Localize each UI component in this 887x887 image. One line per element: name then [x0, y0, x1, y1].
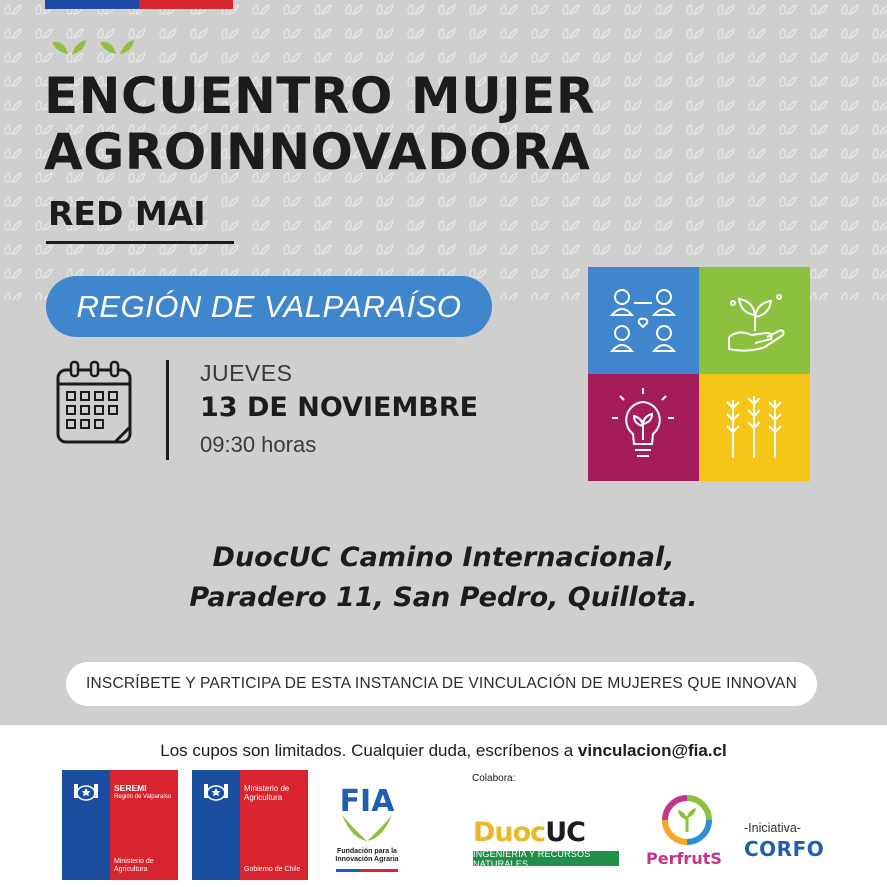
duoc-word-b: UC [545, 817, 585, 848]
region-label: REGIÓN DE VALPARAÍSO [76, 288, 462, 324]
fia-text: Fundación para la Innovación Agraria [335, 848, 399, 863]
event-address [0, 538, 887, 618]
minagri-bottom: Gobierno de Chile [244, 866, 301, 873]
invite-banner [66, 662, 817, 706]
colabora-label: Colabora: [472, 773, 516, 784]
event-day: JUEVES [200, 360, 293, 386]
event-time: 09:30 horas [200, 432, 317, 457]
women-network-icon [588, 267, 699, 374]
invite-text: INSCRÍBETE Y PARTICIPA DE ESTA INSTANCIA DE VINCULACIÓN DE MUJERES QUE INNOVAN [86, 675, 797, 692]
duoc-word-a: Duoc [473, 817, 546, 848]
duoc-subtitle-bar: INGENIERÍA Y RECURSOS NATURALES [473, 851, 619, 866]
corfo-logo: CORFO [744, 837, 825, 861]
address-line-2: Paradero 11, San Pedro, Quillota. [189, 582, 698, 613]
title-line-1: ENCUENTRO MUJER [44, 67, 595, 125]
event-subtitle: RED MAI [48, 194, 206, 233]
event-title [44, 68, 595, 180]
theme-tiles [588, 267, 810, 481]
seremi-bottom: Ministerio de Agricultura [114, 858, 154, 873]
svg-text:FIA: FIA [339, 784, 395, 819]
address-line-1: DuocUC Camino Internacional, [212, 542, 675, 573]
duocuc-logo [473, 817, 585, 848]
calendar-icon [55, 360, 135, 446]
title-line-2: AGROINNOVADORA [44, 123, 591, 181]
tile-network [588, 267, 699, 374]
chile-coat-of-arms-icon [201, 780, 231, 802]
flag-stripe [45, 0, 233, 9]
perfruts-text: PerfrutS [646, 849, 722, 868]
vertical-divider [166, 360, 169, 460]
ministerio-agricultura-logo [192, 770, 308, 880]
leaves-icon [50, 36, 136, 58]
event-date: 13 DE NOVIEMBRE [200, 392, 479, 423]
chile-coat-of-arms-icon [71, 780, 101, 802]
seremi-region: Región de Valparaíso [114, 794, 172, 800]
lightbulb-sprout-icon [588, 374, 699, 481]
footer-note [0, 741, 887, 761]
tile-agriculture [699, 374, 810, 481]
region-badge [46, 276, 492, 337]
contact-email-link[interactable]: vinculacion@fia.cl [577, 741, 727, 760]
seremi-logo [62, 770, 178, 880]
hand-plant-icon [699, 267, 810, 374]
subtitle-underline [46, 241, 234, 244]
tile-growth [699, 267, 810, 374]
wheat-icon [699, 374, 810, 481]
minagri-title: Ministerio de Agricultura [244, 784, 290, 802]
tile-innovation [588, 374, 699, 481]
seremi-title: SEREMI [114, 783, 147, 793]
footer-note-text: Los cupos son limitados. Cualquier duda, escríbenos a [160, 741, 578, 760]
corfo-initiative-label: -Iniciativa- [744, 821, 801, 835]
